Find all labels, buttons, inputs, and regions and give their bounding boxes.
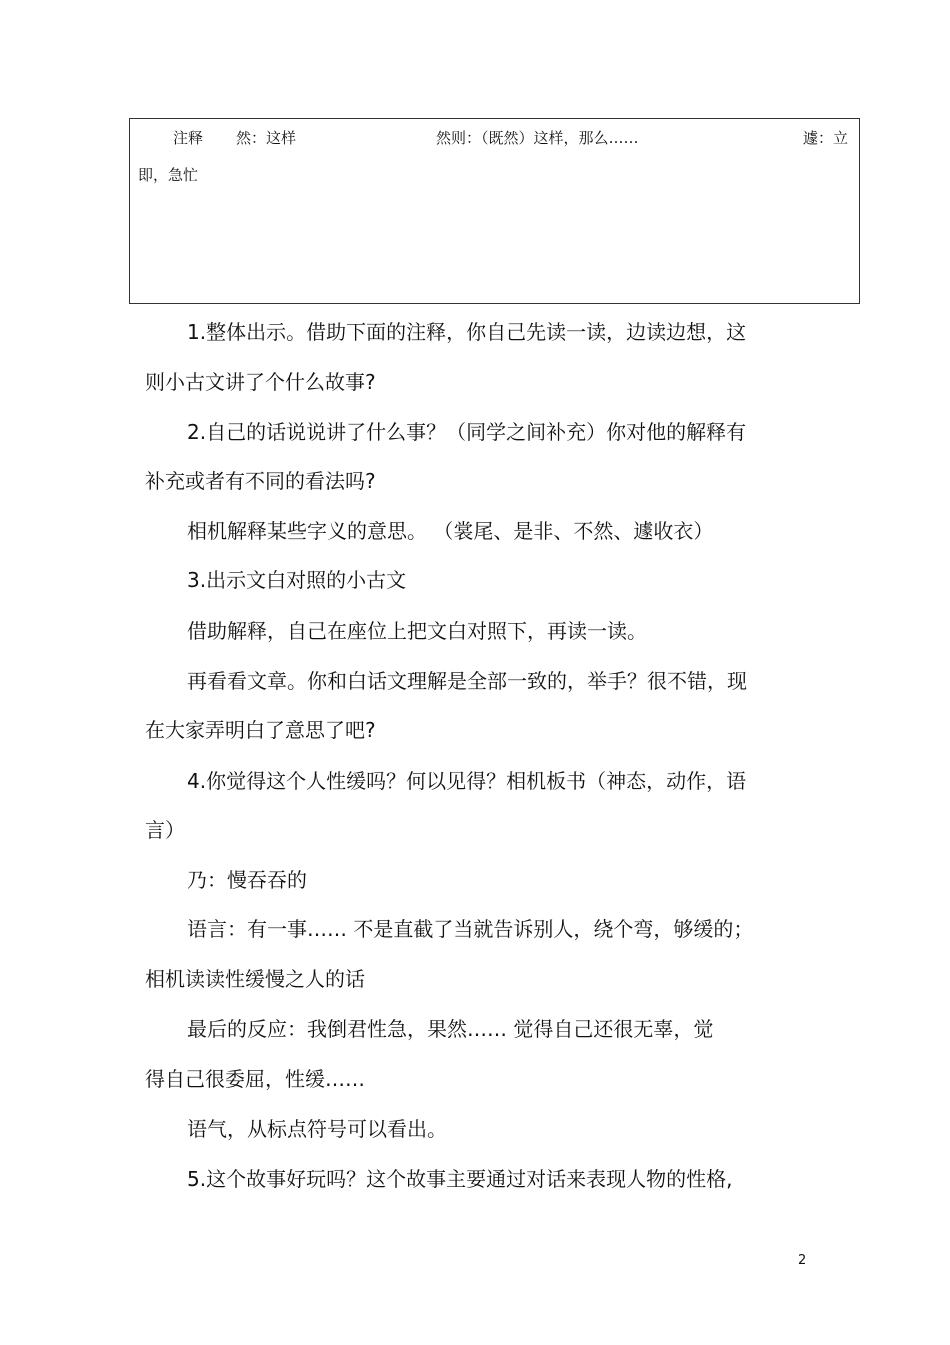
- paragraph-3-review: 再看看文章。你和白话文理解是全部一致的，举手？很不错，现: [187, 669, 747, 693]
- paragraph-2: 2.自己的话说说讲了什么事？（同学之间补充）你对他的解释有: [187, 420, 747, 444]
- annotation-item-ran: 然：这样: [236, 129, 297, 147]
- paragraph-3: 3.出示文白对照的小古文: [187, 568, 407, 592]
- annotation-box: [129, 118, 860, 304]
- annotation-item-ju-continued: 即，急忙: [138, 166, 199, 184]
- paragraph-tone: 语气，从标点符号可以看出。: [187, 1117, 447, 1141]
- annotation-label: 注释: [173, 129, 204, 147]
- paragraph-4: 4.你觉得这个人性缓吗？何以见得？相机板书（神态，动作，语: [187, 769, 747, 793]
- paragraph-5: 5.这个故事好玩吗？这个故事主要通过对话来表现人物的性格,: [187, 1167, 733, 1191]
- paragraph-3-review-cont: 在大家弄明白了意思了吧?: [145, 718, 376, 742]
- annotation-item-ju: 遽：立: [803, 129, 849, 147]
- paragraph-reaction-cont: 得自己很委屈，性缓……: [145, 1067, 365, 1091]
- page-number: 2: [798, 1253, 807, 1268]
- paragraph-reaction: 最后的反应：我倒君性急，果然…… 觉得自己还很无辜，觉: [187, 1017, 714, 1041]
- paragraph-2-cont: 补充或者有不同的看法吗?: [145, 469, 376, 493]
- paragraph-3-read: 借助解释，自己在座位上把文白对照下，再读一读。: [187, 619, 647, 643]
- paragraph-nai: 乃：慢吞吞的: [187, 868, 307, 892]
- paragraph-1-cont: 则小古文讲了个什么故事?: [145, 370, 376, 394]
- paragraph-word-meaning: 相机解释某些字义的意思。 （裳尾、是非、不然、遽收衣）: [187, 519, 714, 543]
- annotation-line: [130, 127, 859, 149]
- paragraph-language: 语言：有一事…… 不是直截了当就告诉别人，绕个弯，够缓的；: [187, 917, 754, 941]
- annotation-item-ranze: 然则：（既然）这样，那么……: [436, 129, 639, 147]
- paragraph-1: 1.整体出示。借助下面的注释，你自己先读一读，边读边想，这: [187, 320, 747, 344]
- paragraph-4-cont: 言）: [145, 818, 185, 842]
- paragraph-language-cont: 相机读读性缓慢之人的话: [145, 967, 365, 991]
